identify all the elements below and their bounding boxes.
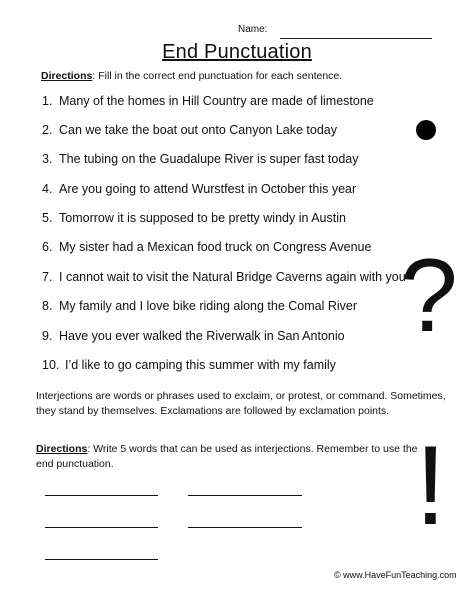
question-text: My family and I love bike riding along the Comal River	[59, 299, 358, 313]
question-number: 1.	[42, 94, 53, 108]
question-text: Tomorrow it is supposed to be pretty windy in Austin	[59, 211, 346, 225]
question-number: 3.	[42, 152, 53, 166]
answer-line[interactable]	[45, 495, 158, 496]
answer-line[interactable]	[45, 559, 158, 560]
copyright-footer: © www.HaveFunTeaching.com	[334, 570, 457, 580]
answer-line[interactable]	[188, 495, 302, 496]
question-number: 7.	[42, 270, 53, 284]
question-text: My sister had a Mexican food truck on Congress Avenue	[59, 240, 372, 254]
question-number: 9.	[42, 329, 53, 343]
question-text: Can we take the boat out onto Canyon Lake today	[59, 123, 337, 137]
exclamation-mark-icon: !	[415, 423, 447, 548]
question-text: I’d like to go camping this summer with my family	[65, 358, 336, 372]
question-number: 2.	[42, 123, 53, 137]
question-text: I cannot wait to visit the Natural Bridge Caverns again with you	[59, 270, 406, 284]
question-9	[42, 329, 345, 343]
directions-2	[36, 442, 436, 472]
directions-1	[41, 69, 342, 84]
page-title: End Punctuation	[162, 41, 312, 63]
question-number: 4.	[42, 182, 53, 196]
question-4	[42, 182, 356, 196]
directions-2-label: Directions	[36, 443, 88, 455]
question-number: 6.	[42, 240, 53, 254]
answer-line[interactable]	[188, 527, 302, 528]
question-number: 8.	[42, 299, 53, 313]
directions-1-label: Directions	[41, 70, 93, 82]
interjection-explanation: Interjections are words or phrases used to exclaim, or protest, or command. Sometimes, they stand by themselves. Exclamations are followed by exclamation points.	[36, 390, 446, 417]
directions-1-text: : Fill in the correct end punctuation for each sentence.	[92, 70, 343, 82]
question-1	[42, 94, 374, 108]
answer-line[interactable]	[45, 527, 158, 528]
question-2	[42, 123, 337, 137]
question-3	[42, 152, 359, 166]
question-text: Are you going to attend Wurstfest in October this year	[59, 182, 357, 196]
question-7	[42, 270, 406, 284]
period-mark-icon	[416, 120, 436, 140]
question-text: Many of the homes in Hill Country are made of limestone	[59, 94, 374, 108]
question-10	[42, 358, 336, 372]
question-mark-icon: ?	[400, 238, 458, 354]
directions-2-text: : Write 5 words that can be used as interjections. Remember to use the end punctuation.	[36, 443, 418, 470]
name-input-line[interactable]	[280, 38, 432, 39]
question-number: 10.	[42, 358, 60, 372]
name-label: Name:	[238, 24, 268, 35]
question-5	[42, 211, 346, 225]
question-text: The tubing on the Guadalupe River is super fast today	[59, 152, 359, 166]
question-text: Have you ever walked the Riverwalk in San Antonio	[59, 329, 345, 343]
question-number: 5.	[42, 211, 53, 225]
question-6	[42, 240, 371, 254]
question-8	[42, 299, 357, 313]
